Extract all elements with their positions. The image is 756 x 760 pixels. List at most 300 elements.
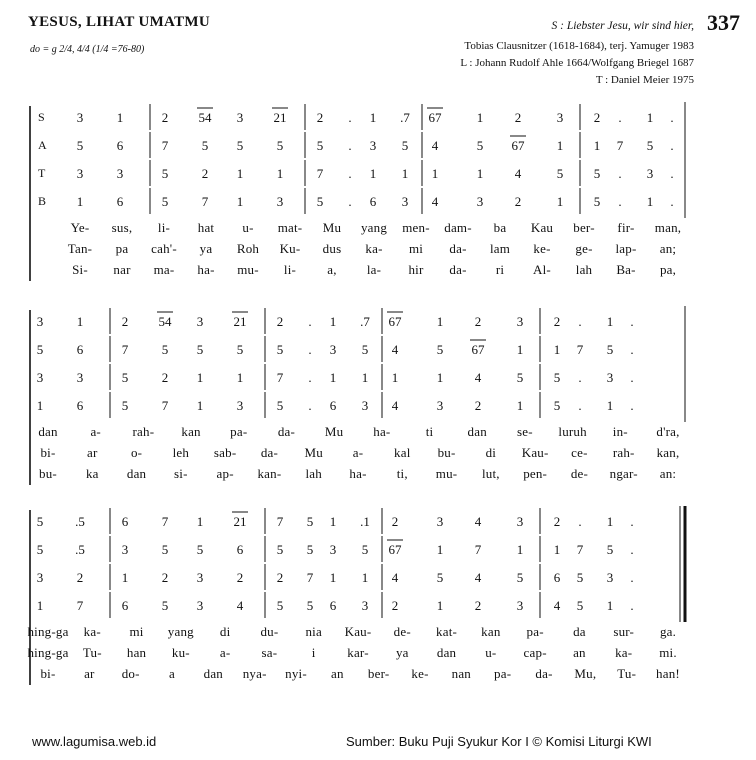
note-system-1-v1-0: 3 bbox=[76, 110, 84, 125]
note-system-2-v2-20: 5 bbox=[606, 342, 614, 357]
note-system-2-v1-13: 67 bbox=[388, 314, 402, 329]
note-system-3-v3-0: 3 bbox=[36, 570, 44, 585]
note-system-3-v2-19: 7 bbox=[576, 542, 584, 557]
note-system-1-v4-21: . bbox=[670, 194, 674, 209]
lyric-system-3-line1-12: da bbox=[573, 624, 586, 639]
lyric-system-1-line3-11: Al- bbox=[533, 262, 551, 277]
key-info: do = g 2/4, 4/4 (1/4 =76-80) bbox=[30, 44, 145, 55]
note-system-2-v4-1: 6 bbox=[76, 398, 84, 413]
voice-label-b: B bbox=[38, 194, 47, 208]
lyric-system-1-line1-9: dam- bbox=[444, 220, 472, 235]
lyric-system-2-line3-1: ka bbox=[85, 466, 99, 481]
lyric-system-3-line2-5: sa- bbox=[261, 645, 278, 660]
note-system-3-v4-1: 7 bbox=[76, 598, 84, 613]
lyric-system-1-line2-0: Tan- bbox=[67, 241, 93, 256]
lyric-system-3-line1-2: mi bbox=[129, 624, 144, 639]
lyric-system-2-line3-4: ap- bbox=[216, 466, 234, 481]
note-system-2-v2-10: 3 bbox=[329, 342, 337, 357]
lyric-system-2-line2-5: da- bbox=[260, 445, 279, 460]
lyric-system-1-line3-7: la- bbox=[366, 262, 382, 277]
lyric-system-3-line3-12: da- bbox=[535, 666, 553, 681]
lyric-system-3-line2-4: a- bbox=[219, 645, 231, 660]
note-system-2-v4-20: 1 bbox=[606, 398, 614, 413]
note-system-3-v4-6: 4 bbox=[236, 598, 244, 613]
note-system-3-v4-21: . bbox=[630, 598, 634, 613]
note-system-3-v1-6: 21 bbox=[233, 514, 247, 529]
lyric-system-1-line1-0: Ye- bbox=[70, 220, 90, 235]
note-system-3-v3-4: 2 bbox=[161, 570, 169, 585]
lyric-system-2-line1-9: dan bbox=[467, 424, 487, 439]
note-system-1-v2-13: 4 bbox=[431, 138, 439, 153]
note-system-1-v2-11: 5 bbox=[401, 138, 409, 153]
note-system-2-v3-4: 2 bbox=[161, 370, 169, 385]
note-system-2-v3-0: 3 bbox=[36, 370, 44, 385]
note-system-3-v2-5: 5 bbox=[196, 542, 204, 557]
credit-harmony: T : Daniel Meier 1975 bbox=[595, 74, 694, 86]
lyric-system-3-line1-5: du- bbox=[260, 624, 279, 639]
note-system-1-v2-10: 3 bbox=[369, 138, 377, 153]
lyric-system-1-line3-6: a, bbox=[327, 262, 337, 277]
lyric-system-2-line1-1: a- bbox=[90, 424, 101, 439]
lyric-system-1-line1-2: li- bbox=[157, 220, 171, 235]
note-system-3-v4-8: 5 bbox=[276, 598, 284, 613]
note-system-1-v4-18: 5 bbox=[593, 194, 601, 209]
note-system-1-v1-20: 1 bbox=[646, 110, 654, 125]
note-system-2-v3-6: 1 bbox=[236, 370, 244, 385]
lyric-system-3-line2-2: han bbox=[126, 645, 147, 660]
lyric-system-2-line2-7: a- bbox=[352, 445, 364, 460]
note-system-2-v2-14: 5 bbox=[436, 342, 444, 357]
note-system-3-v1-21: . bbox=[630, 514, 634, 529]
footer-website[interactable]: www.lagumisa.web.id bbox=[32, 734, 157, 749]
note-system-3-v1-9: 5 bbox=[306, 514, 314, 529]
note-system-2-v2-15: 67 bbox=[471, 342, 485, 357]
note-system-1-v1-18: 2 bbox=[593, 110, 601, 125]
note-system-3-v1-8: 7 bbox=[276, 514, 284, 529]
note-system-3-v2-15: 7 bbox=[474, 542, 482, 557]
note-system-1-v4-15: 2 bbox=[514, 194, 522, 209]
note-system-2-v3-19: . bbox=[578, 370, 582, 385]
note-system-2-v1-19: . bbox=[578, 314, 582, 329]
lyric-system-3-line3-0: bi- bbox=[40, 666, 56, 681]
lyric-system-2-line2-6: Mu bbox=[304, 445, 323, 460]
lyric-system-2-line1-3: kan bbox=[181, 424, 201, 439]
lyric-system-2-line2-14: kan, bbox=[656, 445, 680, 460]
note-system-3-v1-14: 3 bbox=[436, 514, 444, 529]
note-system-2-v1-10: 1 bbox=[329, 314, 337, 329]
lyric-system-2-line2-12: ce- bbox=[571, 445, 588, 460]
lyric-system-1-line3-0: Si- bbox=[72, 262, 88, 277]
lyric-system-2-line1-0: dan bbox=[38, 424, 58, 439]
note-system-2-v1-14: 1 bbox=[436, 314, 444, 329]
lyric-system-3-line2-6: i bbox=[311, 645, 316, 660]
lyric-system-1-line2-14: an; bbox=[659, 241, 677, 256]
lyric-system-2-line2-0: bi- bbox=[40, 445, 56, 460]
lyric-system-1-line2-5: Ku- bbox=[279, 241, 301, 256]
note-system-3-v3-3: 1 bbox=[121, 570, 129, 585]
note-system-1-v4-20: 1 bbox=[646, 194, 654, 209]
note-system-2-v4-4: 7 bbox=[161, 398, 169, 413]
note-system-1-v3-18: 5 bbox=[593, 166, 601, 181]
lyric-system-1-line2-10: lam bbox=[489, 241, 511, 256]
note-system-1-v4-14: 3 bbox=[476, 194, 484, 209]
lyric-system-3-line2-12: an bbox=[573, 645, 586, 660]
note-system-1-v2-21: . bbox=[670, 138, 674, 153]
note-system-2-v2-3: 7 bbox=[121, 342, 129, 357]
note-system-2-v4-11: 3 bbox=[361, 398, 369, 413]
note-system-1-v4-8: 5 bbox=[316, 194, 324, 209]
note-system-2-v3-20: 3 bbox=[606, 370, 614, 385]
lyric-system-1-line1-4: u- bbox=[242, 220, 254, 235]
lyric-system-1-line1-1: sus, bbox=[111, 220, 133, 235]
lyric-system-3-line3-4: dan bbox=[203, 666, 224, 681]
note-system-1-v2-0: 5 bbox=[76, 138, 84, 153]
note-system-2-v2-0: 5 bbox=[36, 342, 44, 357]
note-system-2-v4-10: 6 bbox=[329, 398, 337, 413]
lyric-system-3-line3-8: ber- bbox=[367, 666, 390, 681]
lyric-system-2-line1-11: luruh bbox=[558, 424, 587, 439]
lyric-system-1-line1-12: ber- bbox=[573, 220, 595, 235]
lyric-system-1-line3-10: ri bbox=[495, 262, 505, 277]
lyric-system-2-line3-6: lah bbox=[305, 466, 322, 481]
note-system-2-v1-5: 3 bbox=[196, 314, 204, 329]
note-system-2-v1-11: .7 bbox=[360, 314, 370, 329]
lyric-system-1-line2-6: dus bbox=[322, 241, 342, 256]
note-system-3-v3-11: 1 bbox=[361, 570, 369, 585]
note-system-2-v4-8: 5 bbox=[276, 398, 284, 413]
note-system-3-v3-14: 5 bbox=[436, 570, 444, 585]
song-title: YESUS, LIHAT UMATMU bbox=[28, 14, 210, 30]
note-system-3-v1-16: 3 bbox=[516, 514, 524, 529]
note-system-2-v3-9: . bbox=[308, 370, 312, 385]
note-system-2-v4-21: . bbox=[630, 398, 634, 413]
note-system-2-v1-0: 3 bbox=[36, 314, 44, 329]
note-system-3-v3-15: 4 bbox=[474, 570, 482, 585]
note-system-3-v1-15: 4 bbox=[474, 514, 482, 529]
lyric-system-1-line2-2: cah'- bbox=[151, 241, 177, 256]
note-system-2-v1-6: 21 bbox=[233, 314, 247, 329]
note-system-1-v3-4: 2 bbox=[201, 166, 209, 181]
note-system-1-v2-16: 1 bbox=[556, 138, 564, 153]
note-system-3-v4-19: 5 bbox=[576, 598, 584, 613]
note-system-2-v2-13: 4 bbox=[391, 342, 399, 357]
lyric-system-2-line1-8: ti bbox=[425, 424, 434, 439]
note-system-1-v1-16: 3 bbox=[556, 110, 564, 125]
note-system-2-v3-1: 3 bbox=[76, 370, 84, 385]
lyric-system-3-line2-10: u- bbox=[485, 645, 497, 660]
note-system-3-v1-5: 1 bbox=[196, 514, 204, 529]
note-system-3-v4-4: 5 bbox=[161, 598, 169, 613]
note-system-1-v3-1: 3 bbox=[116, 166, 124, 181]
lyric-system-1-line1-7: yang bbox=[360, 220, 388, 235]
lyric-system-1-line3-2: ma- bbox=[153, 262, 175, 277]
note-system-3-v3-6: 2 bbox=[236, 570, 244, 585]
note-system-3-v1-1: .5 bbox=[75, 514, 85, 529]
note-system-3-v4-9: 5 bbox=[306, 598, 314, 613]
lyric-system-3-line1-13: sur- bbox=[613, 624, 635, 639]
note-system-2-v3-3: 5 bbox=[121, 370, 129, 385]
credit-melody: L : Johann Rudolf Ahle 1664/Wolfgang Briegel 1687 bbox=[460, 57, 694, 69]
note-system-1-v2-9: . bbox=[348, 138, 352, 153]
note-system-3-v2-3: 3 bbox=[121, 542, 129, 557]
lyric-system-3-line1-0: hing-ga bbox=[27, 624, 69, 639]
note-system-2-v4-3: 5 bbox=[121, 398, 129, 413]
lyric-system-1-line3-4: mu- bbox=[237, 262, 259, 277]
lyric-system-2-line3-10: lut, bbox=[481, 466, 500, 481]
note-system-1-v3-5: 1 bbox=[236, 166, 244, 181]
lyric-system-3-line3-1: ar bbox=[84, 666, 95, 681]
lyric-system-2-line3-13: ngar- bbox=[609, 466, 638, 481]
note-system-2-v3-13: 1 bbox=[391, 370, 399, 385]
note-system-2-v3-10: 1 bbox=[329, 370, 337, 385]
note-system-1-v4-19: . bbox=[618, 194, 622, 209]
note-system-3-v4-11: 3 bbox=[361, 598, 369, 613]
lyric-system-2-line3-0: bu- bbox=[39, 466, 57, 481]
note-system-3-v2-0: 5 bbox=[36, 542, 44, 557]
lyric-system-2-line3-9: mu- bbox=[435, 466, 458, 481]
credit-translation: Tobias Clausnitzer (1618-1684), terj. Yamuger 1983 bbox=[464, 40, 694, 52]
note-system-3-v2-14: 1 bbox=[436, 542, 444, 557]
note-system-3-v4-10: 6 bbox=[329, 598, 337, 613]
note-system-2-v3-16: 5 bbox=[516, 370, 524, 385]
lyric-system-3-line2-8: ya bbox=[395, 645, 409, 660]
note-system-2-v2-1: 6 bbox=[76, 342, 84, 357]
lyric-system-2-line1-6: Mu bbox=[324, 424, 344, 439]
lyric-system-3-line1-14: ga. bbox=[659, 624, 677, 639]
note-system-1-v4-10: 6 bbox=[369, 194, 377, 209]
note-system-3-v1-4: 7 bbox=[161, 514, 169, 529]
note-system-3-v3-20: 3 bbox=[606, 570, 614, 585]
note-system-1-v2-20: 5 bbox=[646, 138, 654, 153]
note-system-2-v1-4: 54 bbox=[158, 314, 172, 329]
lyric-system-1-line2-12: ge- bbox=[575, 241, 593, 256]
note-system-1-v4-4: 7 bbox=[201, 194, 209, 209]
lyric-system-2-line2-11: Kau- bbox=[521, 445, 549, 460]
lyric-system-2-line1-5: da- bbox=[277, 424, 296, 439]
note-system-1-v3-11: 1 bbox=[401, 166, 409, 181]
note-system-3-v4-16: 3 bbox=[516, 598, 524, 613]
note-system-3-v2-21: . bbox=[630, 542, 634, 557]
note-system-2-v1-9: . bbox=[308, 314, 312, 329]
note-system-2-v4-16: 1 bbox=[516, 398, 524, 413]
note-system-3-v3-5: 3 bbox=[196, 570, 204, 585]
note-system-1-v2-14: 5 bbox=[476, 138, 484, 153]
lyric-system-3-line1-10: kan bbox=[481, 624, 501, 639]
note-system-1-v2-4: 5 bbox=[201, 138, 209, 153]
note-system-1-v3-20: 3 bbox=[646, 166, 654, 181]
voice-label-a: A bbox=[38, 138, 47, 152]
note-system-1-v1-19: . bbox=[618, 110, 622, 125]
note-system-2-v2-4: 5 bbox=[161, 342, 169, 357]
note-system-2-v1-3: 2 bbox=[121, 314, 129, 329]
note-system-2-v1-15: 2 bbox=[474, 314, 482, 329]
note-system-1-v1-15: 2 bbox=[514, 110, 522, 125]
note-system-3-v1-11: .1 bbox=[360, 514, 370, 529]
note-system-2-v3-21: . bbox=[630, 370, 634, 385]
lyric-system-1-line1-6: Mu bbox=[322, 220, 342, 235]
lyric-system-2-line3-14: an: bbox=[659, 466, 677, 481]
note-system-3-v2-9: 5 bbox=[306, 542, 314, 557]
note-system-1-v3-16: 5 bbox=[556, 166, 564, 181]
source-tune: S : Liebster Jesu, wir sind hier, bbox=[551, 20, 694, 32]
lyric-system-3-line1-3: yang bbox=[167, 624, 194, 639]
lyric-system-1-line1-14: man, bbox=[654, 220, 682, 235]
note-system-2-v3-14: 1 bbox=[436, 370, 444, 385]
note-system-1-v2-6: 5 bbox=[276, 138, 284, 153]
lyric-system-3-line3-13: Mu, bbox=[574, 666, 597, 681]
lyric-system-3-line3-14: Tu- bbox=[617, 666, 637, 681]
note-system-1-v1-5: 3 bbox=[236, 110, 244, 125]
note-system-1-v2-8: 5 bbox=[316, 138, 324, 153]
lyric-system-2-line3-5: kan- bbox=[257, 466, 282, 481]
note-system-1-v4-6: 3 bbox=[276, 194, 284, 209]
note-system-2-v2-19: 7 bbox=[576, 342, 584, 357]
note-system-1-v1-1: 1 bbox=[116, 110, 124, 125]
lyric-system-1-line3-9: da- bbox=[449, 262, 467, 277]
note-system-1-v1-4: 54 bbox=[198, 110, 212, 125]
note-system-1-v2-3: 7 bbox=[161, 138, 169, 153]
lyric-system-2-line1-12: in- bbox=[612, 424, 628, 439]
note-system-3-v3-21: . bbox=[630, 570, 634, 585]
lyric-system-1-line3-3: ha- bbox=[197, 262, 215, 277]
lyric-system-3-line1-8: de- bbox=[393, 624, 411, 639]
note-system-1-v2-5: 5 bbox=[236, 138, 244, 153]
lyric-system-2-line2-13: rah- bbox=[612, 445, 635, 460]
note-system-1-v4-5: 1 bbox=[236, 194, 244, 209]
lyric-system-3-line3-5: nya- bbox=[242, 666, 267, 681]
note-system-3-v4-5: 3 bbox=[196, 598, 204, 613]
note-system-1-v1-21: . bbox=[670, 110, 674, 125]
lyric-system-1-line2-13: lap- bbox=[615, 241, 637, 256]
note-system-3-v2-11: 5 bbox=[361, 542, 369, 557]
lyric-system-2-line3-8: ti, bbox=[396, 466, 408, 481]
note-system-3-v4-15: 2 bbox=[474, 598, 482, 613]
lyric-system-1-line2-3: ya bbox=[199, 241, 213, 256]
lyric-system-1-line2-7: ka- bbox=[365, 241, 383, 256]
lyric-system-1-line1-3: hat bbox=[197, 220, 215, 235]
note-system-2-v1-8: 2 bbox=[276, 314, 284, 329]
note-system-2-v2-11: 5 bbox=[361, 342, 369, 357]
note-system-1-v1-14: 1 bbox=[476, 110, 484, 125]
lyric-system-1-line2-1: pa bbox=[115, 241, 129, 256]
lyric-system-3-line2-11: cap- bbox=[523, 645, 547, 660]
note-system-1-v3-14: 1 bbox=[476, 166, 484, 181]
lyric-system-2-line1-13: d'ra, bbox=[656, 424, 680, 439]
note-system-3-v3-8: 2 bbox=[276, 570, 284, 585]
note-system-1-v2-15: 67 bbox=[511, 138, 525, 153]
note-system-1-v3-8: 7 bbox=[316, 166, 324, 181]
lyric-system-2-line2-10: di bbox=[485, 445, 497, 460]
lyric-system-1-line3-14: pa, bbox=[659, 262, 677, 277]
note-system-2-v1-1: 1 bbox=[76, 314, 84, 329]
note-system-1-v3-19: . bbox=[618, 166, 622, 181]
note-system-3-v1-10: 1 bbox=[329, 514, 337, 529]
lyric-system-2-line2-1: ar bbox=[87, 445, 98, 460]
lyric-system-3-line2-13: ka- bbox=[615, 645, 633, 660]
lyric-system-2-line2-8: kal bbox=[394, 445, 411, 460]
note-system-1-v1-9: . bbox=[348, 110, 352, 125]
note-system-2-v1-18: 2 bbox=[553, 314, 561, 329]
note-system-1-v1-3: 2 bbox=[161, 110, 169, 125]
note-system-2-v2-9: . bbox=[308, 342, 312, 357]
voice-label-s: S bbox=[38, 110, 45, 124]
lyric-system-3-line2-0: hing-ga bbox=[27, 645, 69, 660]
lyric-system-3-line3-3: a bbox=[169, 666, 175, 681]
lyric-system-2-line3-3: si- bbox=[174, 466, 188, 481]
note-system-1-v1-11: .7 bbox=[400, 110, 410, 125]
note-system-2-v4-5: 1 bbox=[196, 398, 204, 413]
lyric-system-1-line1-10: ba bbox=[493, 220, 507, 235]
lyric-system-2-line3-7: ha- bbox=[349, 466, 367, 481]
lyric-system-1-line1-5: mat- bbox=[277, 220, 303, 235]
lyric-system-3-line2-14: mi. bbox=[659, 645, 677, 660]
note-system-3-v1-3: 6 bbox=[121, 514, 129, 529]
note-system-1-v4-1: 6 bbox=[116, 194, 124, 209]
note-system-2-v2-6: 5 bbox=[236, 342, 244, 357]
note-system-3-v2-20: 5 bbox=[606, 542, 614, 557]
note-system-3-v1-20: 1 bbox=[606, 514, 614, 529]
note-system-2-v3-8: 7 bbox=[276, 370, 284, 385]
note-system-1-v3-9: . bbox=[348, 166, 352, 181]
lyric-system-2-line2-3: leh bbox=[172, 445, 190, 460]
lyric-system-2-line1-4: pa- bbox=[230, 424, 248, 439]
note-system-2-v3-15: 4 bbox=[474, 370, 482, 385]
lyric-system-3-line2-1: Tu- bbox=[82, 645, 102, 660]
lyric-system-2-line1-10: se- bbox=[517, 424, 533, 439]
lyric-system-1-line3-12: lah bbox=[575, 262, 593, 277]
lyric-system-1-line1-8: men- bbox=[402, 220, 430, 235]
lyric-system-3-line2-9: dan bbox=[436, 645, 457, 660]
note-system-3-v2-10: 3 bbox=[329, 542, 337, 557]
note-system-1-v3-13: 1 bbox=[431, 166, 439, 181]
note-system-3-v2-4: 5 bbox=[161, 542, 169, 557]
lyric-system-3-line3-7: an bbox=[330, 666, 344, 681]
note-system-2-v2-8: 5 bbox=[276, 342, 284, 357]
lyric-system-3-line1-7: Kau- bbox=[344, 624, 372, 639]
note-system-2-v2-16: 1 bbox=[516, 342, 524, 357]
note-system-3-v3-19: 5 bbox=[576, 570, 584, 585]
note-system-1-v3-10: 1 bbox=[369, 166, 377, 181]
lyric-system-2-line1-7: ha- bbox=[373, 424, 391, 439]
note-system-3-v4-14: 1 bbox=[436, 598, 444, 613]
lyric-system-2-line2-4: sab- bbox=[213, 445, 237, 460]
note-system-2-v2-21: . bbox=[630, 342, 634, 357]
note-system-3-v4-3: 6 bbox=[121, 598, 129, 613]
lyric-system-2-line2-9: bu- bbox=[437, 445, 456, 460]
note-system-1-v3-3: 5 bbox=[161, 166, 169, 181]
note-system-1-v3-6: 1 bbox=[276, 166, 284, 181]
voice-label-t: T bbox=[38, 166, 46, 180]
lyric-system-1-line2-8: mi bbox=[408, 241, 424, 256]
lyric-system-1-line3-5: li- bbox=[283, 262, 297, 277]
lyric-system-1-line3-1: nar bbox=[113, 262, 131, 277]
note-system-2-v4-15: 2 bbox=[474, 398, 482, 413]
lyric-system-3-line1-9: kat- bbox=[436, 624, 458, 639]
note-system-3-v1-19: . bbox=[578, 514, 582, 529]
lyric-system-3-line3-11: pa- bbox=[494, 666, 512, 681]
note-system-3-v3-1: 2 bbox=[76, 570, 84, 585]
note-system-3-v4-18: 4 bbox=[553, 598, 561, 613]
note-system-1-v4-3: 5 bbox=[161, 194, 169, 209]
lyric-system-3-line2-7: kar- bbox=[347, 645, 369, 660]
note-system-1-v4-16: 1 bbox=[556, 194, 564, 209]
note-system-1-v4-9: . bbox=[348, 194, 352, 209]
note-system-2-v4-0: 1 bbox=[36, 398, 44, 413]
lyric-system-2-line3-12: de- bbox=[570, 466, 589, 481]
note-system-1-v3-15: 4 bbox=[514, 166, 522, 181]
note-system-3-v3-16: 5 bbox=[516, 570, 524, 585]
note-system-3-v4-13: 2 bbox=[391, 598, 399, 613]
